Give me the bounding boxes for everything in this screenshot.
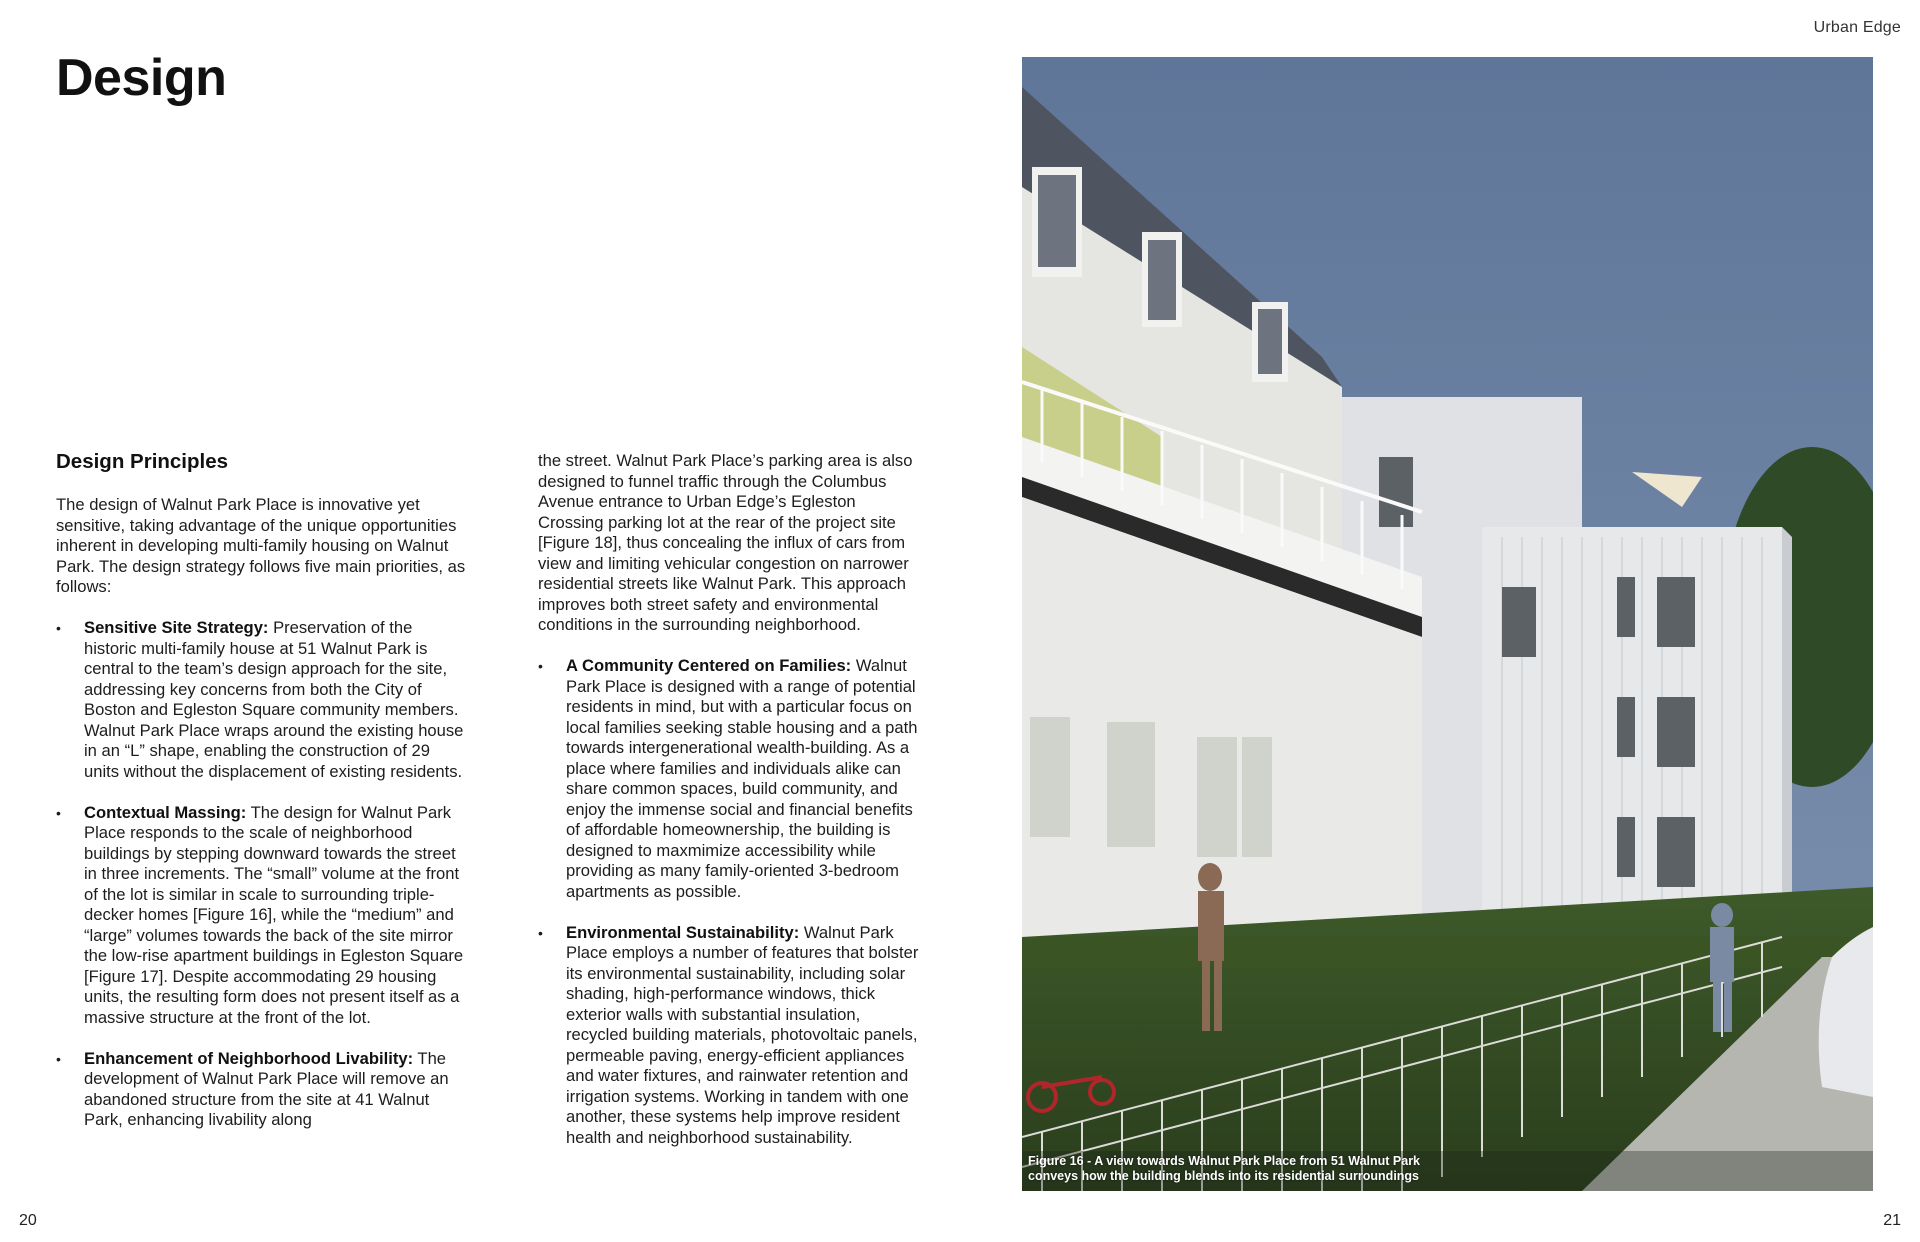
list-item-text: Walnut Park Place employs a number of features that bolster its environmental sustainability, including solar shading, high-performance windows, thick exterior walls with substantial insulation, recycled building materials, photovoltaic panels, permeable paving, energy-efficient appliances and water fixtures, and rainwater retention and irrigation systems. Working in tandem with one another, these systems help improve resident health and neighborhood sustainability. <box>566 922 919 1147</box>
figure-caption: Figure 16 - A view towards Walnut Park Place from 51 Walnut Park conveys how the building blends into its residential surroundings <box>1028 1154 1421 1183</box>
page-number-left: 20 <box>19 1212 37 1229</box>
continuation-paragraph: the street. Walnut Park Place’s parking area is also designed to funnel traffic through the Columbus Avenue entrance to Urban Edge’s Egleston Crossing parking lot at the rear of the project site [Figure 18], thus concealing the influx of cars from view and limiting vehicular congestion on narrower residential streets like Walnut Park. This approach improves both street safety and environmental conditions in the surrounding neighborhood. <box>538 451 913 634</box>
figure-rendering <box>1022 57 1873 1191</box>
list-item-text: Walnut Park Place is designed with a range of potential residents in mind, but with a particular focus on local families seeking stable housing and a path towards intergenerational wealth-building. As a place where families and individuals alike can share common spaces, build community, and enjoy the immense social and financial benefits of affordable homeownership, the building is designed to maxmimize accessibility while providing as many family-oriented 3-bedroom apartments as possible. <box>566 656 918 901</box>
page-number-right: 21 <box>1883 1212 1901 1229</box>
intro-paragraph: The design of Walnut Park Place is innovative yet sensitive, taking advantage of the unique opportunities inherent in developing multi-family housing on Walnut Park. The design strategy follows five main priorities, as follows: <box>56 495 466 596</box>
list-item-term: Enhancement of Neighborhood Livability: <box>84 1048 414 1068</box>
principles-list-continued <box>538 656 920 1148</box>
text-column-left <box>56 495 466 1131</box>
list-item-text: Preservation of the historic multi-family house at 51 Walnut Park is central to the team’s design approach for the site, addressing key concerns from both the City of Boston and Egleston Square community members. Walnut Park Place wraps around the existing house in an “L” shape, enabling the construction of 29 units without the displacement of existing residents. <box>84 618 464 781</box>
list-item <box>56 1049 466 1131</box>
text-column-right <box>538 451 920 1148</box>
list-item <box>56 803 466 1029</box>
list-item-term: Environmental Sustainability: <box>566 922 800 942</box>
list-item <box>56 618 466 782</box>
list-item-text: The design for Walnut Park Place responds to the scale of neighborhood buildings by stepping downward towards the street in three increments. The “small” volume at the front of the lot is similar in scale to surrounding triple-decker homes [Figure 16], while the “medium” and “large” volumes towards the back of the site mirror the low-rise apartment buildings in Egleston Square [Figure 17]. Despite accommodating 29 housing units, the resulting form does not present itself as a massive structure at the front of the lot. <box>84 802 464 1027</box>
list-item-term: Sensitive Site Strategy: <box>84 618 269 637</box>
running-head: Urban Edge <box>1813 19 1901 36</box>
building-rendering-image <box>1022 57 1873 1191</box>
list-item <box>538 656 920 902</box>
page-title: Design <box>56 49 227 107</box>
list-item-text: The development of Walnut Park Place will remove an abandoned structure from the site at 41 Walnut Park, enhancing livability along <box>84 1048 449 1129</box>
section-heading: Design Principles <box>56 450 229 473</box>
list-item-term: Contextual Massing: <box>84 802 247 822</box>
list-item <box>538 923 920 1149</box>
principles-list <box>56 618 466 1131</box>
list-item-term: A Community Centered on Families: <box>566 656 852 675</box>
